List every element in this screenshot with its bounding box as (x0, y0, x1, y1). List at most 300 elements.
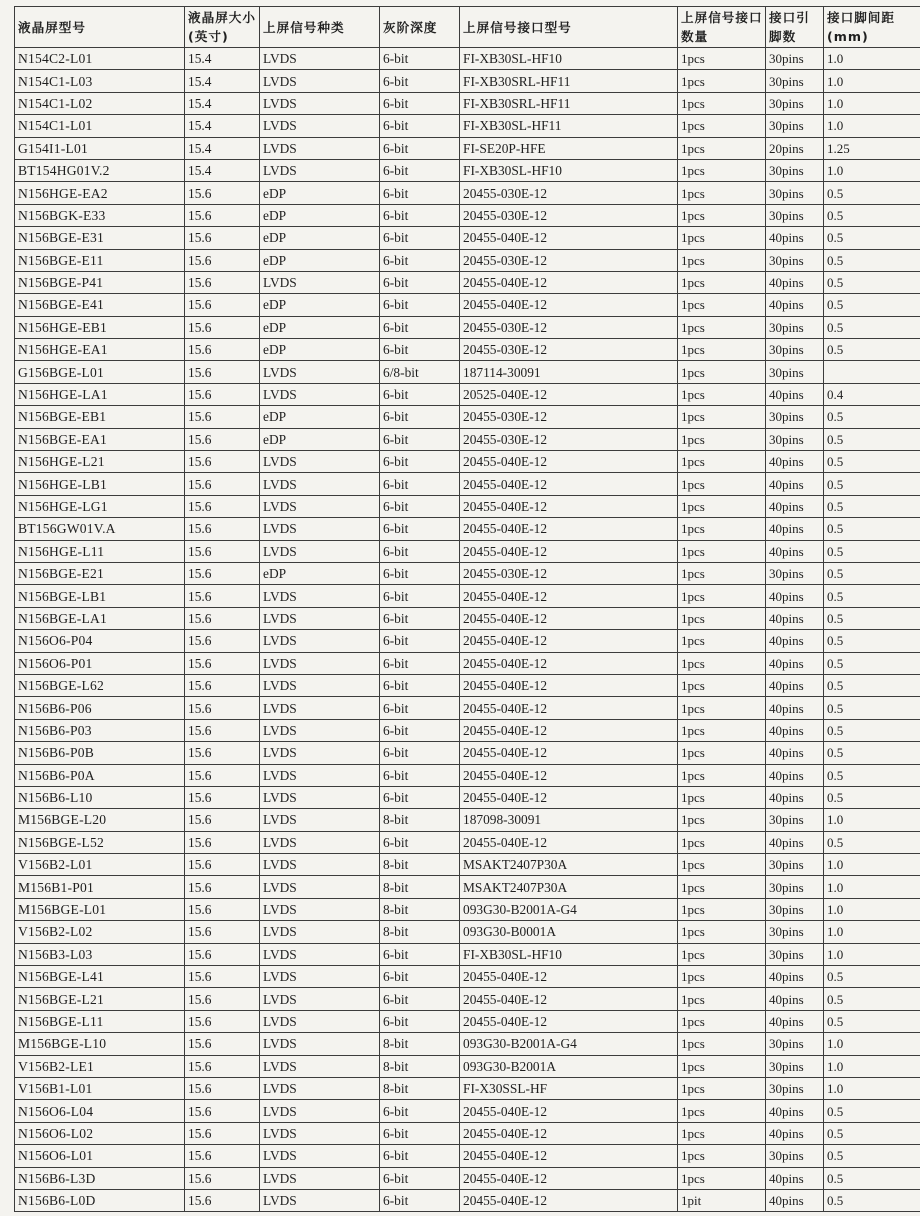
cell-connector: 20455-040E-12 (460, 1122, 678, 1144)
cell-pins: 40pins (766, 966, 824, 988)
table-row (15, 943, 920, 965)
cell-size: 15.6 (185, 831, 260, 853)
cell-model: N156B6-P06 (15, 697, 185, 719)
cell-qty: 1pcs (678, 540, 766, 562)
cell-qty: 1pcs (678, 1055, 766, 1077)
cell-signal: LVDS (260, 271, 380, 293)
cell-connector: 20455-040E-12 (460, 540, 678, 562)
cell-qty: 1pcs (678, 451, 766, 473)
cell-signal: eDP (260, 204, 380, 226)
cell-qty: 1pcs (678, 674, 766, 696)
cell-pitch: 1.25 (824, 137, 920, 159)
cell-depth: 6-bit (380, 674, 460, 696)
cell-signal: LVDS (260, 1033, 380, 1055)
cell-pins: 30pins (766, 339, 824, 361)
cell-depth: 6-bit (380, 115, 460, 137)
cell-signal: LVDS (260, 383, 380, 405)
cell-qty: 1pcs (678, 876, 766, 898)
cell-qty: 1pcs (678, 473, 766, 495)
header-size: 液晶屏大小(英寸) (185, 7, 260, 48)
cell-model: N156BGE-L52 (15, 831, 185, 853)
table-row (15, 697, 920, 719)
cell-depth: 6-bit (380, 1100, 460, 1122)
cell-model: N154C1-L03 (15, 70, 185, 92)
cell-model: V156B1-L01 (15, 1077, 185, 1099)
cell-connector: 20455-030E-12 (460, 182, 678, 204)
cell-connector: 20455-040E-12 (460, 697, 678, 719)
table-row (15, 1189, 920, 1211)
cell-depth: 8-bit (380, 898, 460, 920)
cell-signal: LVDS (260, 137, 380, 159)
cell-depth: 6-bit (380, 70, 460, 92)
table-row (15, 1010, 920, 1032)
cell-pitch: 1.0 (824, 809, 920, 831)
cell-pitch: 1.0 (824, 115, 920, 137)
cell-size: 15.6 (185, 383, 260, 405)
cell-connector: 20455-030E-12 (460, 316, 678, 338)
table-row (15, 831, 920, 853)
cell-pitch: 0.5 (824, 518, 920, 540)
cell-connector: FI-XB30SL-HF11 (460, 115, 678, 137)
cell-pins: 40pins (766, 607, 824, 629)
cell-signal: eDP (260, 406, 380, 428)
cell-connector: 20455-040E-12 (460, 1100, 678, 1122)
cell-size: 15.6 (185, 1010, 260, 1032)
cell-size: 15.4 (185, 92, 260, 114)
cell-signal: eDP (260, 428, 380, 450)
cell-size: 15.6 (185, 1167, 260, 1189)
cell-signal: LVDS (260, 70, 380, 92)
cell-depth: 6-bit (380, 652, 460, 674)
cell-size: 15.6 (185, 495, 260, 517)
cell-pitch: 1.0 (824, 1077, 920, 1099)
cell-signal: LVDS (260, 473, 380, 495)
table-row (15, 70, 920, 92)
cell-size: 15.6 (185, 652, 260, 674)
cell-pitch: 0.5 (824, 294, 920, 316)
cell-depth: 6-bit (380, 1122, 460, 1144)
cell-pins: 30pins (766, 70, 824, 92)
cell-connector: FI-XB30SRL-HF11 (460, 70, 678, 92)
cell-pitch: 1.0 (824, 921, 920, 943)
cell-connector: 20455-040E-12 (460, 1145, 678, 1167)
cell-size: 15.6 (185, 451, 260, 473)
cell-connector: 20455-040E-12 (460, 1167, 678, 1189)
table-row (15, 271, 920, 293)
cell-size: 15.6 (185, 607, 260, 629)
cell-signal: LVDS (260, 518, 380, 540)
table-row (15, 988, 920, 1010)
cell-qty: 1pcs (678, 1122, 766, 1144)
table-row (15, 473, 920, 495)
cell-connector: MSAKT2407P30A (460, 876, 678, 898)
cell-pins: 30pins (766, 204, 824, 226)
cell-qty: 1pcs (678, 159, 766, 181)
cell-pitch: 1.0 (824, 898, 920, 920)
cell-model: N156HGE-EA1 (15, 339, 185, 361)
cell-depth: 6-bit (380, 92, 460, 114)
table-row (15, 227, 920, 249)
cell-connector: 20455-040E-12 (460, 630, 678, 652)
cell-signal: LVDS (260, 585, 380, 607)
cell-connector: 093G30-B0001A (460, 921, 678, 943)
table-row (15, 182, 920, 204)
cell-pins: 40pins (766, 1100, 824, 1122)
header-connector-qty: 上屏信号接口数量 (678, 7, 766, 48)
cell-size: 15.6 (185, 361, 260, 383)
table-row (15, 652, 920, 674)
cell-connector: FI-XB30SL-HF10 (460, 159, 678, 181)
cell-connector: 20455-040E-12 (460, 764, 678, 786)
cell-signal: LVDS (260, 1010, 380, 1032)
cell-depth: 8-bit (380, 921, 460, 943)
cell-qty: 1pcs (678, 562, 766, 584)
cell-connector: 20455-040E-12 (460, 786, 678, 808)
cell-model: V156B2-LE1 (15, 1055, 185, 1077)
cell-qty: 1pcs (678, 1010, 766, 1032)
cell-pins: 40pins (766, 518, 824, 540)
cell-size: 15.6 (185, 697, 260, 719)
cell-size: 15.6 (185, 562, 260, 584)
cell-connector: 20455-040E-12 (460, 473, 678, 495)
cell-model: N154C1-L01 (15, 115, 185, 137)
cell-pitch: 1.0 (824, 854, 920, 876)
table-row (15, 607, 920, 629)
cell-model: V156B2-L01 (15, 854, 185, 876)
cell-model: G156BGE-L01 (15, 361, 185, 383)
cell-pins: 40pins (766, 1189, 824, 1211)
cell-size: 15.4 (185, 48, 260, 70)
cell-connector: 20525-040E-12 (460, 383, 678, 405)
table-row (15, 540, 920, 562)
cell-pins: 30pins (766, 316, 824, 338)
cell-pitch: 0.5 (824, 227, 920, 249)
cell-pins: 40pins (766, 697, 824, 719)
cell-signal: eDP (260, 339, 380, 361)
cell-pitch: 0.5 (824, 1145, 920, 1167)
cell-model: N156BGE-E41 (15, 294, 185, 316)
cell-signal: LVDS (260, 988, 380, 1010)
cell-depth: 6-bit (380, 137, 460, 159)
cell-connector: FI-XB30SL-HF10 (460, 48, 678, 70)
cell-pins: 40pins (766, 742, 824, 764)
cell-pitch: 0.5 (824, 339, 920, 361)
cell-connector: 20455-040E-12 (460, 518, 678, 540)
cell-signal: LVDS (260, 854, 380, 876)
table-row (15, 1055, 920, 1077)
cell-depth: 6-bit (380, 831, 460, 853)
cell-model: V156B2-L02 (15, 921, 185, 943)
cell-depth: 6-bit (380, 249, 460, 271)
cell-pins: 40pins (766, 1167, 824, 1189)
table-row (15, 137, 920, 159)
cell-connector: 20455-030E-12 (460, 562, 678, 584)
table-row (15, 294, 920, 316)
cell-qty: 1pit (678, 1189, 766, 1211)
table-row (15, 786, 920, 808)
table-row (15, 966, 920, 988)
cell-pins: 40pins (766, 451, 824, 473)
cell-signal: LVDS (260, 898, 380, 920)
cell-qty: 1pcs (678, 428, 766, 450)
cell-pins: 30pins (766, 854, 824, 876)
cell-pitch: 0.5 (824, 249, 920, 271)
cell-size: 15.6 (185, 921, 260, 943)
table-row (15, 876, 920, 898)
cell-model: N156BGE-E11 (15, 249, 185, 271)
cell-model: N156BGE-EA1 (15, 428, 185, 450)
cell-signal: LVDS (260, 786, 380, 808)
cell-pitch: 0.5 (824, 271, 920, 293)
cell-pins: 30pins (766, 1055, 824, 1077)
cell-size: 15.6 (185, 876, 260, 898)
cell-pins: 40pins (766, 473, 824, 495)
table-row (15, 1033, 920, 1055)
cell-model: N156B6-L3D (15, 1167, 185, 1189)
cell-qty: 1pcs (678, 764, 766, 786)
cell-signal: LVDS (260, 742, 380, 764)
cell-pins: 40pins (766, 1122, 824, 1144)
cell-depth: 6-bit (380, 585, 460, 607)
cell-pins: 30pins (766, 361, 824, 383)
cell-pins: 30pins (766, 406, 824, 428)
cell-model: N156B6-P03 (15, 719, 185, 741)
cell-size: 15.6 (185, 966, 260, 988)
cell-size: 15.6 (185, 428, 260, 450)
cell-size: 15.6 (185, 988, 260, 1010)
cell-pitch: 0.5 (824, 316, 920, 338)
cell-model: N156HGE-LG1 (15, 495, 185, 517)
cell-pitch: 1.0 (824, 48, 920, 70)
cell-signal: LVDS (260, 1145, 380, 1167)
table-row (15, 92, 920, 114)
cell-connector: 20455-040E-12 (460, 652, 678, 674)
cell-qty: 1pcs (678, 249, 766, 271)
spec-sheet (14, 6, 920, 1216)
cell-pitch: 0.5 (824, 674, 920, 696)
table-row (15, 921, 920, 943)
cell-qty: 1pcs (678, 607, 766, 629)
cell-signal: LVDS (260, 719, 380, 741)
cell-pins: 30pins (766, 428, 824, 450)
cell-connector: 20455-040E-12 (460, 742, 678, 764)
cell-qty: 1pcs (678, 1167, 766, 1189)
cell-pins: 30pins (766, 48, 824, 70)
cell-connector: 20455-040E-12 (460, 831, 678, 853)
cell-pitch: 1.0 (824, 70, 920, 92)
cell-depth: 6-bit (380, 495, 460, 517)
cell-signal: LVDS (260, 809, 380, 831)
cell-pitch: 0.5 (824, 966, 920, 988)
cell-connector: 20455-040E-12 (460, 585, 678, 607)
cell-pins: 40pins (766, 831, 824, 853)
cell-pins: 30pins (766, 876, 824, 898)
cell-signal: LVDS (260, 1055, 380, 1077)
cell-depth: 6-bit (380, 1010, 460, 1032)
cell-qty: 1pcs (678, 1100, 766, 1122)
table-row (15, 406, 920, 428)
cell-qty: 1pcs (678, 137, 766, 159)
cell-model: N156BGE-LA1 (15, 607, 185, 629)
cell-pins: 40pins (766, 652, 824, 674)
cell-model: N156B6-L0D (15, 1189, 185, 1211)
cell-size: 15.6 (185, 786, 260, 808)
cell-signal: LVDS (260, 630, 380, 652)
cell-model: M156BGE-L10 (15, 1033, 185, 1055)
cell-depth: 6-bit (380, 383, 460, 405)
cell-pins: 40pins (766, 988, 824, 1010)
table-row (15, 585, 920, 607)
cell-pins: 40pins (766, 540, 824, 562)
cell-size: 15.6 (185, 1033, 260, 1055)
table-row (15, 1167, 920, 1189)
cell-pitch: 0.5 (824, 607, 920, 629)
cell-pitch: 0.5 (824, 1167, 920, 1189)
cell-qty: 1pcs (678, 1033, 766, 1055)
cell-connector: 20455-040E-12 (460, 1189, 678, 1211)
cell-pins: 30pins (766, 943, 824, 965)
cell-depth: 6-bit (380, 316, 460, 338)
cell-depth: 6-bit (380, 786, 460, 808)
cell-size: 15.6 (185, 182, 260, 204)
cell-size: 15.6 (185, 227, 260, 249)
cell-depth: 6-bit (380, 159, 460, 181)
cell-size: 15.6 (185, 943, 260, 965)
cell-pins: 40pins (766, 764, 824, 786)
cell-model: N156BGE-LB1 (15, 585, 185, 607)
cell-depth: 6-bit (380, 1145, 460, 1167)
cell-pitch: 0.5 (824, 719, 920, 741)
cell-signal: eDP (260, 227, 380, 249)
cell-pitch: 0.5 (824, 1122, 920, 1144)
cell-size: 15.6 (185, 1145, 260, 1167)
cell-model: N156BGE-L21 (15, 988, 185, 1010)
table-row (15, 1100, 920, 1122)
cell-qty: 1pcs (678, 1145, 766, 1167)
cell-signal: eDP (260, 182, 380, 204)
cell-qty: 1pcs (678, 115, 766, 137)
table-row (15, 764, 920, 786)
cell-pins: 30pins (766, 921, 824, 943)
header-gray-depth: 灰阶深度 (380, 7, 460, 48)
table-row (15, 115, 920, 137)
cell-qty: 1pcs (678, 898, 766, 920)
cell-signal: LVDS (260, 966, 380, 988)
cell-depth: 6-bit (380, 518, 460, 540)
cell-model: BT154HG01V.2 (15, 159, 185, 181)
cell-pitch: 0.5 (824, 406, 920, 428)
cell-depth: 6-bit (380, 339, 460, 361)
cell-signal: LVDS (260, 876, 380, 898)
cell-model: N154C1-L02 (15, 92, 185, 114)
cell-qty: 1pcs (678, 495, 766, 517)
cell-connector: 20455-040E-12 (460, 966, 678, 988)
cell-pins: 30pins (766, 115, 824, 137)
cell-connector: FI-X30SSL-HF (460, 1077, 678, 1099)
cell-pins: 40pins (766, 630, 824, 652)
table-row (15, 562, 920, 584)
cell-model: N156O6-L04 (15, 1100, 185, 1122)
cell-size: 15.6 (185, 518, 260, 540)
cell-depth: 6-bit (380, 48, 460, 70)
cell-model: N156BGE-EB1 (15, 406, 185, 428)
table-row (15, 316, 920, 338)
cell-qty: 1pcs (678, 652, 766, 674)
cell-size: 15.4 (185, 137, 260, 159)
cell-pins: 40pins (766, 227, 824, 249)
cell-qty: 1pcs (678, 70, 766, 92)
cell-signal: LVDS (260, 451, 380, 473)
cell-connector: 20455-040E-12 (460, 607, 678, 629)
cell-signal: LVDS (260, 943, 380, 965)
cell-qty: 1pcs (678, 316, 766, 338)
table-row (15, 159, 920, 181)
cell-model: N156HGE-LB1 (15, 473, 185, 495)
cell-depth: 6-bit (380, 943, 460, 965)
cell-connector: FI-XB30SRL-HF11 (460, 92, 678, 114)
cell-signal: LVDS (260, 764, 380, 786)
cell-model: N156B6-P0A (15, 764, 185, 786)
cell-depth: 6-bit (380, 966, 460, 988)
cell-model: N156B6-P0B (15, 742, 185, 764)
cell-size: 15.6 (185, 764, 260, 786)
cell-model: N156BGE-L41 (15, 966, 185, 988)
cell-signal: LVDS (260, 159, 380, 181)
header-connector-model: 上屏信号接口型号 (460, 7, 678, 48)
table-row (15, 742, 920, 764)
cell-depth: 6-bit (380, 742, 460, 764)
cell-connector: 20455-040E-12 (460, 495, 678, 517)
cell-size: 15.6 (185, 473, 260, 495)
cell-qty: 1pcs (678, 630, 766, 652)
table-row (15, 495, 920, 517)
cell-depth: 6-bit (380, 451, 460, 473)
cell-pitch: 0.5 (824, 630, 920, 652)
cell-depth: 6-bit (380, 988, 460, 1010)
cell-depth: 6-bit (380, 697, 460, 719)
cell-pitch: 0.4 (824, 383, 920, 405)
cell-signal: LVDS (260, 1189, 380, 1211)
cell-signal: LVDS (260, 92, 380, 114)
cell-connector: 20455-040E-12 (460, 988, 678, 1010)
cell-signal: LVDS (260, 361, 380, 383)
cell-pitch (824, 361, 920, 383)
table-row (15, 249, 920, 271)
cell-pitch: 0.5 (824, 451, 920, 473)
cell-qty: 1pcs (678, 966, 766, 988)
cell-depth: 6-bit (380, 607, 460, 629)
cell-model: N156B6-L10 (15, 786, 185, 808)
cell-pins: 30pins (766, 249, 824, 271)
cell-pitch: 0.5 (824, 495, 920, 517)
cell-depth: 8-bit (380, 1055, 460, 1077)
cell-qty: 1pcs (678, 406, 766, 428)
cell-qty: 1pcs (678, 361, 766, 383)
cell-pins: 30pins (766, 92, 824, 114)
cell-depth: 8-bit (380, 1077, 460, 1099)
cell-pitch: 0.5 (824, 988, 920, 1010)
cell-size: 15.6 (185, 316, 260, 338)
cell-size: 15.6 (185, 719, 260, 741)
cell-qty: 1pcs (678, 831, 766, 853)
table-row (15, 383, 920, 405)
cell-connector: 093G30-B2001A-G4 (460, 898, 678, 920)
cell-qty: 1pcs (678, 48, 766, 70)
cell-depth: 6-bit (380, 1167, 460, 1189)
cell-connector: 20455-040E-12 (460, 451, 678, 473)
cell-model: M156BGE-L01 (15, 898, 185, 920)
cell-pitch: 0.5 (824, 473, 920, 495)
